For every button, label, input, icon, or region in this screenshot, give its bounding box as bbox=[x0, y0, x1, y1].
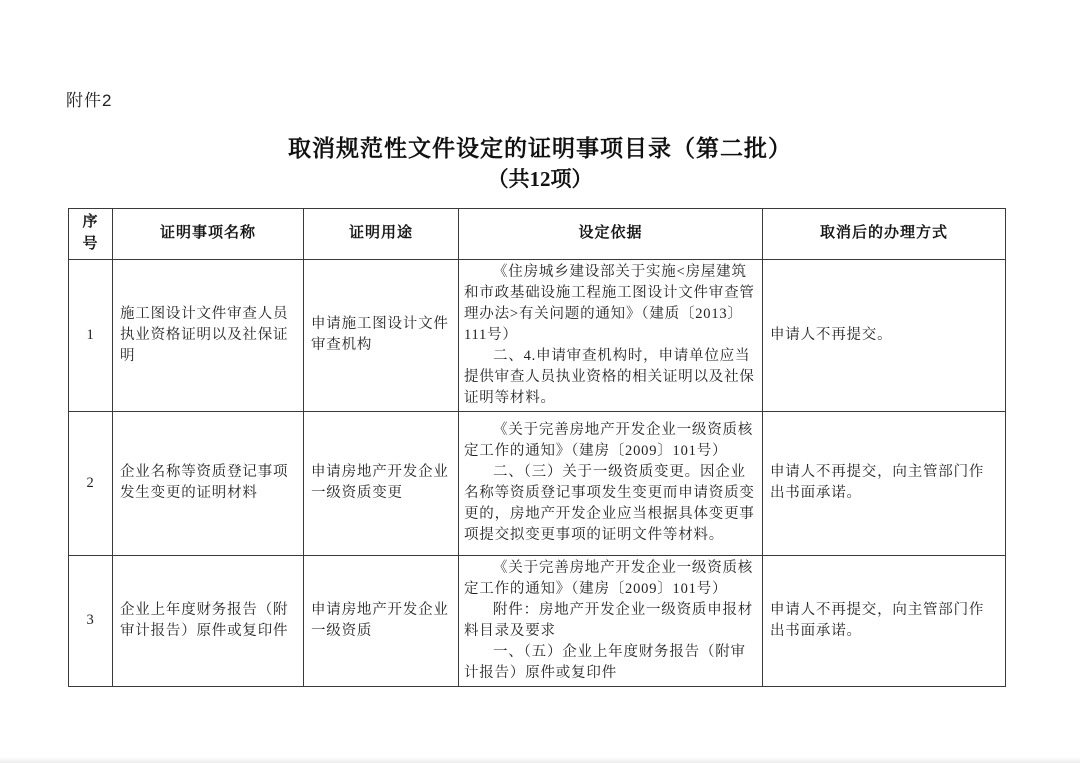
table-header bbox=[69, 209, 1006, 260]
title-block bbox=[0, 134, 1080, 193]
cell-basis bbox=[459, 411, 763, 555]
basis-paragraph: 附件：房地产开发企业一级资质申报材料目录及要求 bbox=[464, 601, 754, 639]
basis-paragraph: 《关于完善房地产开发企业一级资质核定工作的通知》（建房〔2009〕101号） bbox=[464, 422, 754, 460]
table-header-row bbox=[69, 209, 1006, 260]
basis-paragraph: 一、（五）企业上年度财务报告（附审计报告）原件或复印件 bbox=[464, 643, 746, 681]
cell-after-cancel-method: 申请人不再提交，向主管部门作出书面承诺。 bbox=[763, 555, 1006, 686]
basis-paragraph: 《关于完善房地产开发企业一级资质核定工作的通知》（建房〔2009〕101号） bbox=[464, 559, 754, 597]
column-header-name: 证明事项名称 bbox=[113, 209, 304, 260]
column-header-seq: 序号 bbox=[69, 209, 113, 260]
cell-basis bbox=[459, 555, 763, 686]
document-title: 取消规范性文件设定的证明事项目录（第二批） bbox=[288, 136, 792, 161]
attachment-label: 附件2 bbox=[66, 91, 113, 110]
table-row bbox=[69, 555, 1006, 686]
cell-basis bbox=[459, 259, 763, 411]
cancelled-items-table bbox=[68, 208, 1006, 687]
cell-seq: 1 bbox=[69, 259, 113, 411]
cell-after-cancel-method: 申请人不再提交。 bbox=[763, 259, 1006, 411]
cell-purpose: 申请施工图设计文件审查机构 bbox=[304, 259, 459, 411]
table-body bbox=[69, 259, 1006, 686]
column-header-after: 取消后的办理方式 bbox=[763, 209, 1006, 260]
column-header-purpose: 证明用途 bbox=[304, 209, 459, 260]
cell-item-name: 施工图设计文件审查人员执业资格证明以及社保证明 bbox=[113, 259, 304, 411]
basis-paragraph: 《住房城乡建设部关于实施<房屋建筑和市政基础设施工程施工图设计文件审查管理办法>有关问题的通知》（建质〔2013〕111号） bbox=[464, 263, 755, 343]
scan-edge-shading bbox=[0, 757, 1080, 763]
cell-seq: 3 bbox=[69, 555, 113, 686]
table-row bbox=[69, 259, 1006, 411]
cell-purpose: 申请房地产开发企业一级资质 bbox=[304, 555, 459, 686]
cell-item-name: 企业上年度财务报告（附审计报告）原件或复印件 bbox=[113, 555, 304, 686]
document-subtitle: （共12项） bbox=[487, 166, 593, 191]
column-header-basis: 设定依据 bbox=[459, 209, 763, 260]
cell-item-name: 企业名称等资质登记事项发生变更的证明材料 bbox=[113, 411, 304, 555]
cell-purpose: 申请房地产开发企业一级资质变更 bbox=[304, 411, 459, 555]
cell-after-cancel-method: 申请人不再提交，向主管部门作出书面承诺。 bbox=[763, 411, 1006, 555]
cell-seq: 2 bbox=[69, 411, 113, 555]
basis-paragraph: 二、4.申请审查机构时，申请单位应当提供审查人员执业资格的相关证明以及社保证明等材料。 bbox=[464, 347, 755, 406]
basis-paragraph: 二、（三）关于一级资质变更。因企业名称等资质登记事项发生变更而申请资质变更的，房地产开发企业应当根据具体变更事项提交拟变更事项的证明文件等材料。 bbox=[464, 464, 755, 544]
table-row bbox=[69, 411, 1006, 555]
